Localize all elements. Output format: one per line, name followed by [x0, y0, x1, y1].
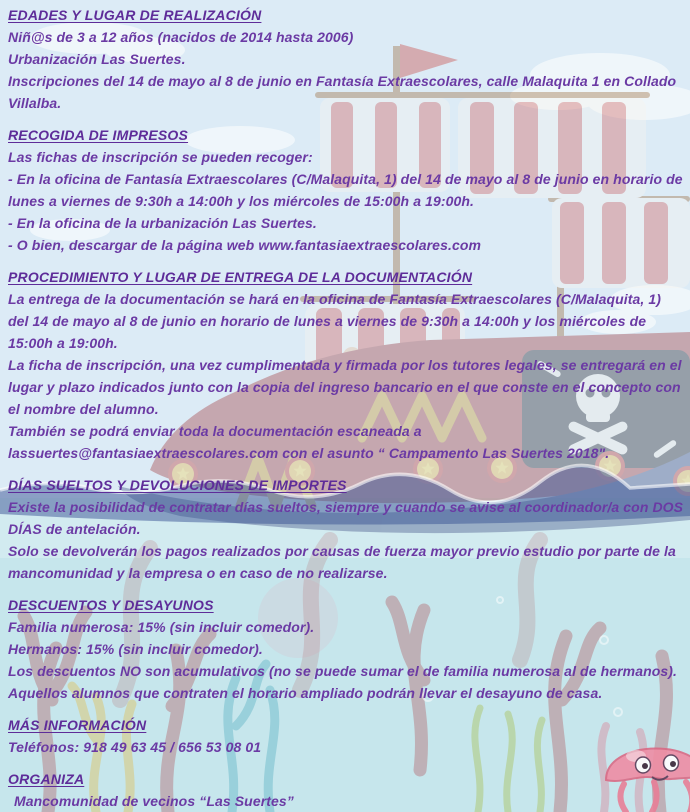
section-descuentos-heading: DESCUENTOS Y DESAYUNOS [8, 597, 214, 613]
body-line: Familia numerosa: 15% (sin incluir comedor). [8, 619, 315, 635]
body-line: - En la oficina de la urbanización Las Suertes. [8, 215, 317, 231]
section-mas-informacion [8, 714, 684, 758]
body-line: Teléfonos: 918 49 63 45 / 656 53 08 01 [8, 739, 262, 755]
section-edades [8, 4, 684, 114]
body-line: Los descuentos NO son acumulativos (no se puede sumar el de familia numerosa al de hermanos). [8, 663, 678, 679]
body-line: Aquellos alumnos que contraten el horario ampliado podrán llevar el desayuno de casa. [8, 685, 603, 701]
body-line: Urbanización Las Suertes. [8, 51, 186, 67]
body-line: La ficha de inscripción, una vez cumplimentada y firmada por los tutores legales, se entregará en el lugar y plazo indicados junto con la copia del ingreso bancario en el que conste en el concepto con el nombre del alumno. [8, 357, 682, 417]
body-line: Mancomunidad de vecinos “Las Suertes” [14, 793, 294, 809]
section-procedimiento-heading: PROCEDIMIENTO Y LUGAR DE ENTREGA DE LA DOCUMENTACIÓN [8, 269, 473, 285]
body-line: Hermanos: 15% (sin incluir comedor). [8, 641, 263, 657]
body-line: La entrega de la documentación se hará en la oficina de Fantasía Extraescolares (C/Malaquita, 1) del 14 de mayo al 8 de junio en horario de lunes a viernes de 9:30h a 14:00h y los miércoles de 15:00h a 19:00h. [8, 291, 662, 351]
body-line: Inscripciones del 14 de mayo al 8 de junio en Fantasía Extraescolares, calle Malaquita 1 en Collado Villalba. [8, 73, 677, 111]
section-procedimiento [8, 266, 684, 464]
body-line: - En la oficina de Fantasía Extraescolares (C/Malaquita, 1) del 14 de mayo al 8 de junio en horario de lunes a viernes de 9:30h a 14:00h y los miércoles de 15:00h a 19:00h. [8, 171, 683, 209]
body-line: Niñ@s de 3 a 12 años (nacidos de 2014 hasta 2006) [8, 29, 354, 45]
section-organiza [8, 768, 684, 812]
section-dias-sueltos-heading: DÍAS SUELTOS Y DEVOLUCIONES DE IMPORTES [8, 477, 347, 493]
body-line: - O bien, descargar de la página web www.fantasiaextraescolares.com [8, 237, 482, 253]
section-mas-informacion-heading: MÁS INFORMACIÓN [8, 717, 147, 733]
body-line: También se podrá enviar toda la documentación escaneada a [8, 423, 422, 439]
section-recogida-heading: RECOGIDA DE IMPRESOS [8, 127, 189, 143]
section-dias-sueltos [8, 474, 684, 584]
body-line: lassuertes@fantasiaextraescolares.com con el asunto “ Campamento Las Suertes 2018". [8, 445, 610, 461]
section-organiza-heading: ORGANIZA [8, 771, 85, 787]
section-recogida [8, 124, 684, 256]
body-line: Las fichas de inscripción se pueden recoger: [8, 149, 313, 165]
body-line: Existe la posibilidad de contratar días sueltos, siempre y cuando se avise al coordinador/a con DOS DÍAS de antelación. [8, 499, 684, 537]
section-edades-heading: EDADES Y LUGAR DE REALIZACIÓN [8, 7, 262, 23]
body-line: Solo se devolverán los pagos realizados por causas de fuerza mayor previo estudio por parte de la mancomunidad y la empresa o en caso de no realizarse. [8, 543, 676, 581]
section-descuentos [8, 594, 684, 704]
